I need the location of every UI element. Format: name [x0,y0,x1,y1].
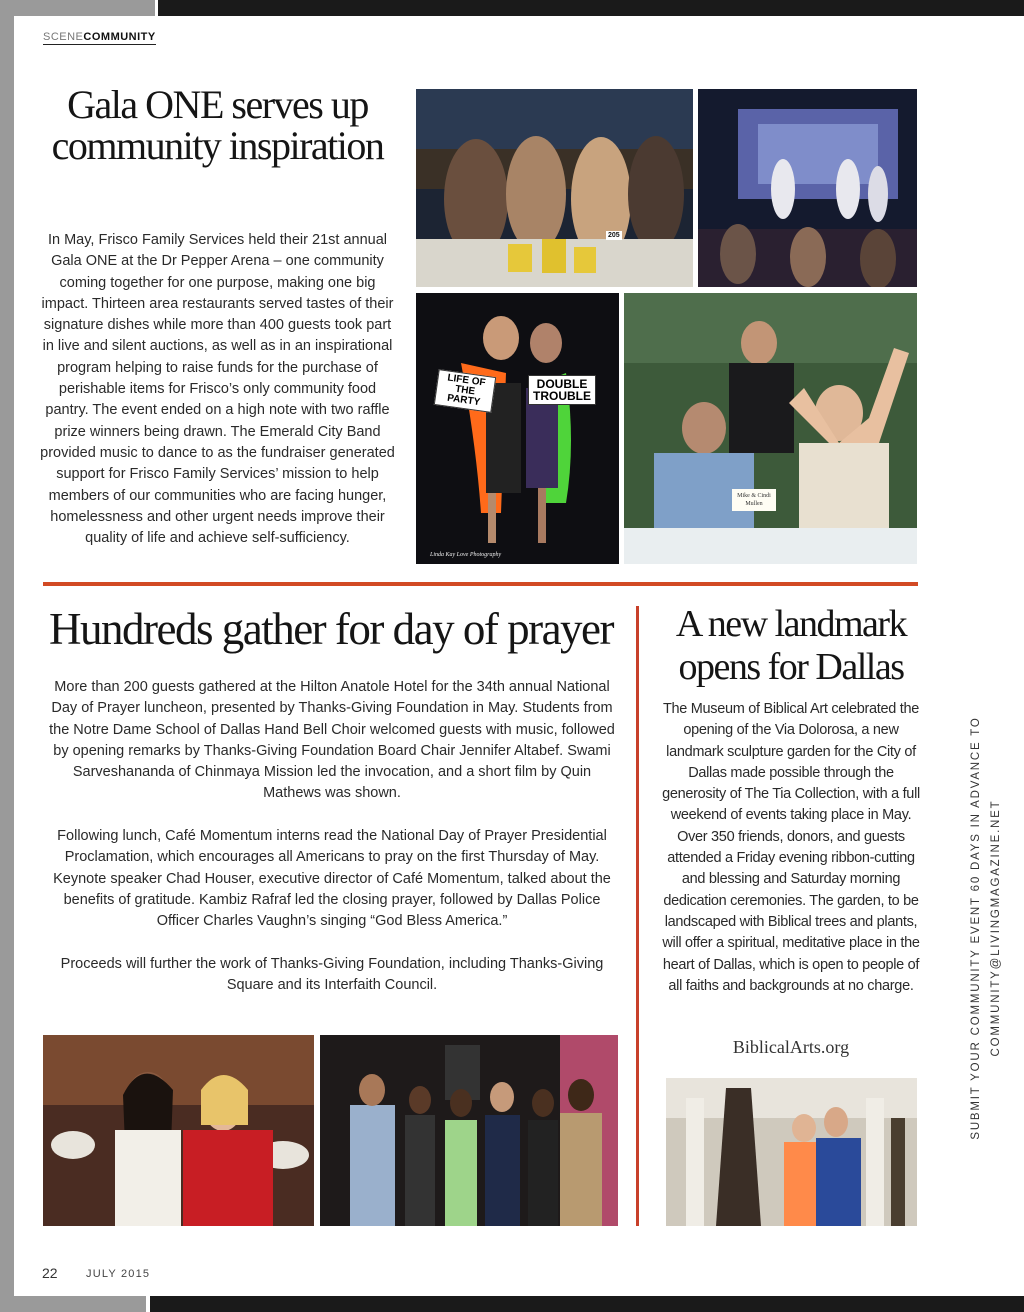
prayer-photo-group [320,1035,618,1226]
section-divider [43,582,918,586]
place-card: Mike & Cindi Mullen [732,489,776,511]
gala-photo-auction [416,89,693,287]
section-prefix: SCENE [43,31,84,43]
section-name: COMMUNITY [83,31,156,43]
photo-credit: Linda Kay Love Photography [430,552,502,558]
gala-body-text: In May, Frisco Family Services held their 21st annual Gala ONE at the Dr Pepper Arena – one community coming together for one purpose, making one big impact. Thirteen area restaurants served tastes of their signature dishes while more than 400 guests took part in live and silent auctions, as well as in an inspirational program helping to raise funds for the purchase of perishable items for Frisco’s only community food pantry. The event ended on a high note with two raffle prize winners being drawn. The Emerald City Band provided music to dance to as the fundraiser generated support for Frisco Family Services’ mission to help members of our communities who are facing hunger, homelessness and other urgent needs improve their quality of life and achieve self-sufficiency. [40,232,395,547]
sign-life-of-the-party: LIFE OF THE PARTY [434,369,496,413]
submission-note: SUBMIT YOUR COMMUNITY EVENT 60 DAYS IN ADVANCE TO COMMUNITY@LIVINGMAGAZINE.NET [970,716,1002,1140]
top-bar-gray [0,0,155,16]
bottom-bar-black [150,1296,1024,1312]
prayer-body-text [44,677,620,1018]
biblicalarts-link[interactable]: BiblicalArts.org [732,1037,850,1057]
sign-double-trouble: DOUBLE TROUBLE [528,375,596,405]
gala-photo-signs [416,293,619,564]
section-label [43,31,156,45]
prayer-headline: Hundreds gather for day of prayer [49,604,613,654]
prayer-paragraph-2: Following lunch, Café Momentum interns read the National Day of Prayer Presidential Proclamation, which encourages all Americans to pray on the first Thursday of May. Keynote speaker Chad Houser, executive director of Café Momentum, talked about the benefits of gratitude. Kambiz Rafraf led the closing prayer, followed by Dallas Police Officer Charles Vaughn’s singing “God Bless America.” [53,828,611,930]
left-edge-bar [0,0,14,1312]
table-number-card: 205 [608,232,620,239]
prayer-photo-women [43,1035,314,1226]
top-bar-black [158,0,1024,16]
landmark-body-text: The Museum of Biblical Art celebrated the opening of the Via Dolorosa, a new landmark sculpture garden for the City of Dallas made possible through the generosity of The Tia Collection, with a full weekend of events taking place in May. Over 350 friends, donors, and guests attended a Friday evening ribbon-cutting and blessing and Saturday morning dedication ceremonies. The garden, to be landscaped with Biblical trees and plants, will offer a spiritual, meditative place in the heart of Dallas, which is open to people of all faiths and backgrounds at no charge. [662,701,920,994]
gala-headline: Gala ONE serves up community inspiration [51,82,384,168]
page-number: 22 [42,1265,58,1281]
gala-photo-cheering [624,293,917,564]
issue-date: JULY 2015 [86,1268,151,1280]
landmark-photo-couple [666,1078,917,1226]
column-divider [636,606,639,1226]
bottom-bar-gray [0,1296,146,1312]
prayer-paragraph-1: More than 200 guests gathered at the Hilton Anatole Hotel for the 34th annual National Day of Prayer luncheon, presented by Thanks-Giving Foundation in May. Students from the Notre Dame School of Dallas Hand Bell Choir welcomed guests with music, followed by opening remarks by Thanks-Giving Foundation Board Chair Jennifer Altabef. Swami Sarveshananda of Chinmaya Mission led the invocation, and a short film by Quin Mathews was shown. [49,679,615,802]
landmark-headline: A new landmark opens for Dallas [675,603,907,688]
gala-photo-band [698,89,917,287]
prayer-paragraph-3: Proceeds will further the work of Thanks-Giving Foundation, including Thanks-Giving Square and its Interfaith Council. [60,955,604,994]
